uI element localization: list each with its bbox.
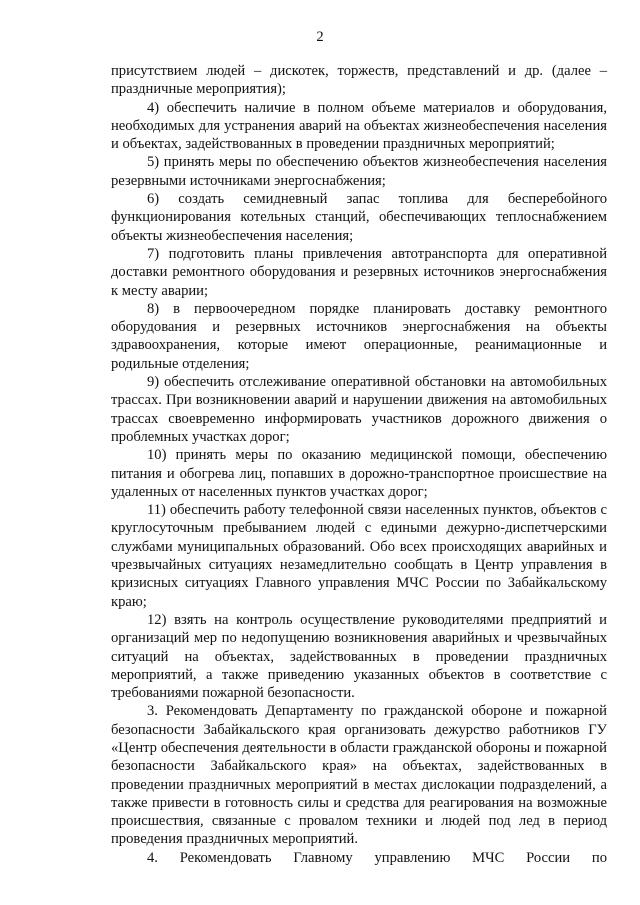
paragraph-item-11: 11) обеспечить работу телефонной связи населенных пунктов, объектов с круглосуточным пребыванием людей с едиными дежурно-диспетчерскими службами муниципальных образований. Обо всех происходящих аварийных и чрезвычайных ситуациях незамедлительно сообщать в Центр управления в кризисных ситуациях Главного управления МЧС России по Забайкальскому краю; xyxy=(111,502,607,610)
paragraph-item-9: 9) обеспечить отслеживание оперативной обстановки на автомобильных трассах. При возникновении аварий и нарушении движения на автомобильных трассах своевременно информировать участников дорожного движения о проблемных участках дорог; xyxy=(111,374,607,445)
paragraph-item-4: 4) обеспечить наличие в полном объеме материалов и оборудования, необходимых для устранения аварий на объектах жизнеобеспечения населения и объектах, задействованных в проведении праздничных мероприятий; xyxy=(111,99,607,153)
paragraph-section-3: 3. Рекомендовать Департаменту по гражданской обороне и пожарной безопасности Забайкальского края организовать дежурство работников ГУ «Центр обеспечения деятельности в области гражданской обороны и пожарной безопасности Забайкальского края» на объектах, задействованных в проведении праздничных мероприятий в местах дислокации подразделений, а также привести в готовность силы и средства для реагирования на возможные происшествия, связанные с провалом техники и людей под лед в период проведения праздничных мероприятий. xyxy=(111,703,607,848)
paragraph-item-6: 6) создать семидневный запас топлива для бесперебойного функционирования котельных станций, обеспечивающих теплоснабжением объекты жизнеобеспечения населения; xyxy=(111,191,607,244)
document-body xyxy=(111,62,607,867)
paragraph-item-7: 7) подготовить планы привлечения автотранспорта для оперативной доставки ремонтного оборудования и резервных источников энергоснабжения к месту аварии; xyxy=(111,245,607,299)
paragraph-item-12: 12) взять на контроль осуществление руководителями предприятий и организаций мер по недопущению возникновения аварийных и чрезвычайных ситуаций на объектах, задействованных в проведении праздничных мероприятий, а также приведению указанных объектов в соответствие с требованиями пожарной безопасности. xyxy=(111,611,607,702)
paragraph-item-10: 10) принять меры по оказанию медицинской помощи, обеспечению питания и обогрева лиц, попавших в дорожно-транспортное происшествие на удаленных от населенных пунктов участках дорог; xyxy=(111,447,607,500)
page-number: 2 xyxy=(316,29,324,45)
paragraph-continuation: присутствием людей – дискотек, торжеств, представлений и др. (далее – праздничные мероприятия); xyxy=(111,63,607,98)
paragraph-item-5: 5) принять меры по обеспечению объектов жизнеобеспечения населения резервными источниками энергоснабжения; xyxy=(111,154,607,189)
paragraph-section-4: 4. Рекомендовать Главному управлению МЧС России по xyxy=(147,849,607,866)
paragraph-item-8: 8) в первоочередном порядке планировать доставку ремонтного оборудования и резервных источников энергоснабжения на объекты здравоохранения, которые имеют операционные, реанимационные и родильные отделения; xyxy=(111,300,607,372)
